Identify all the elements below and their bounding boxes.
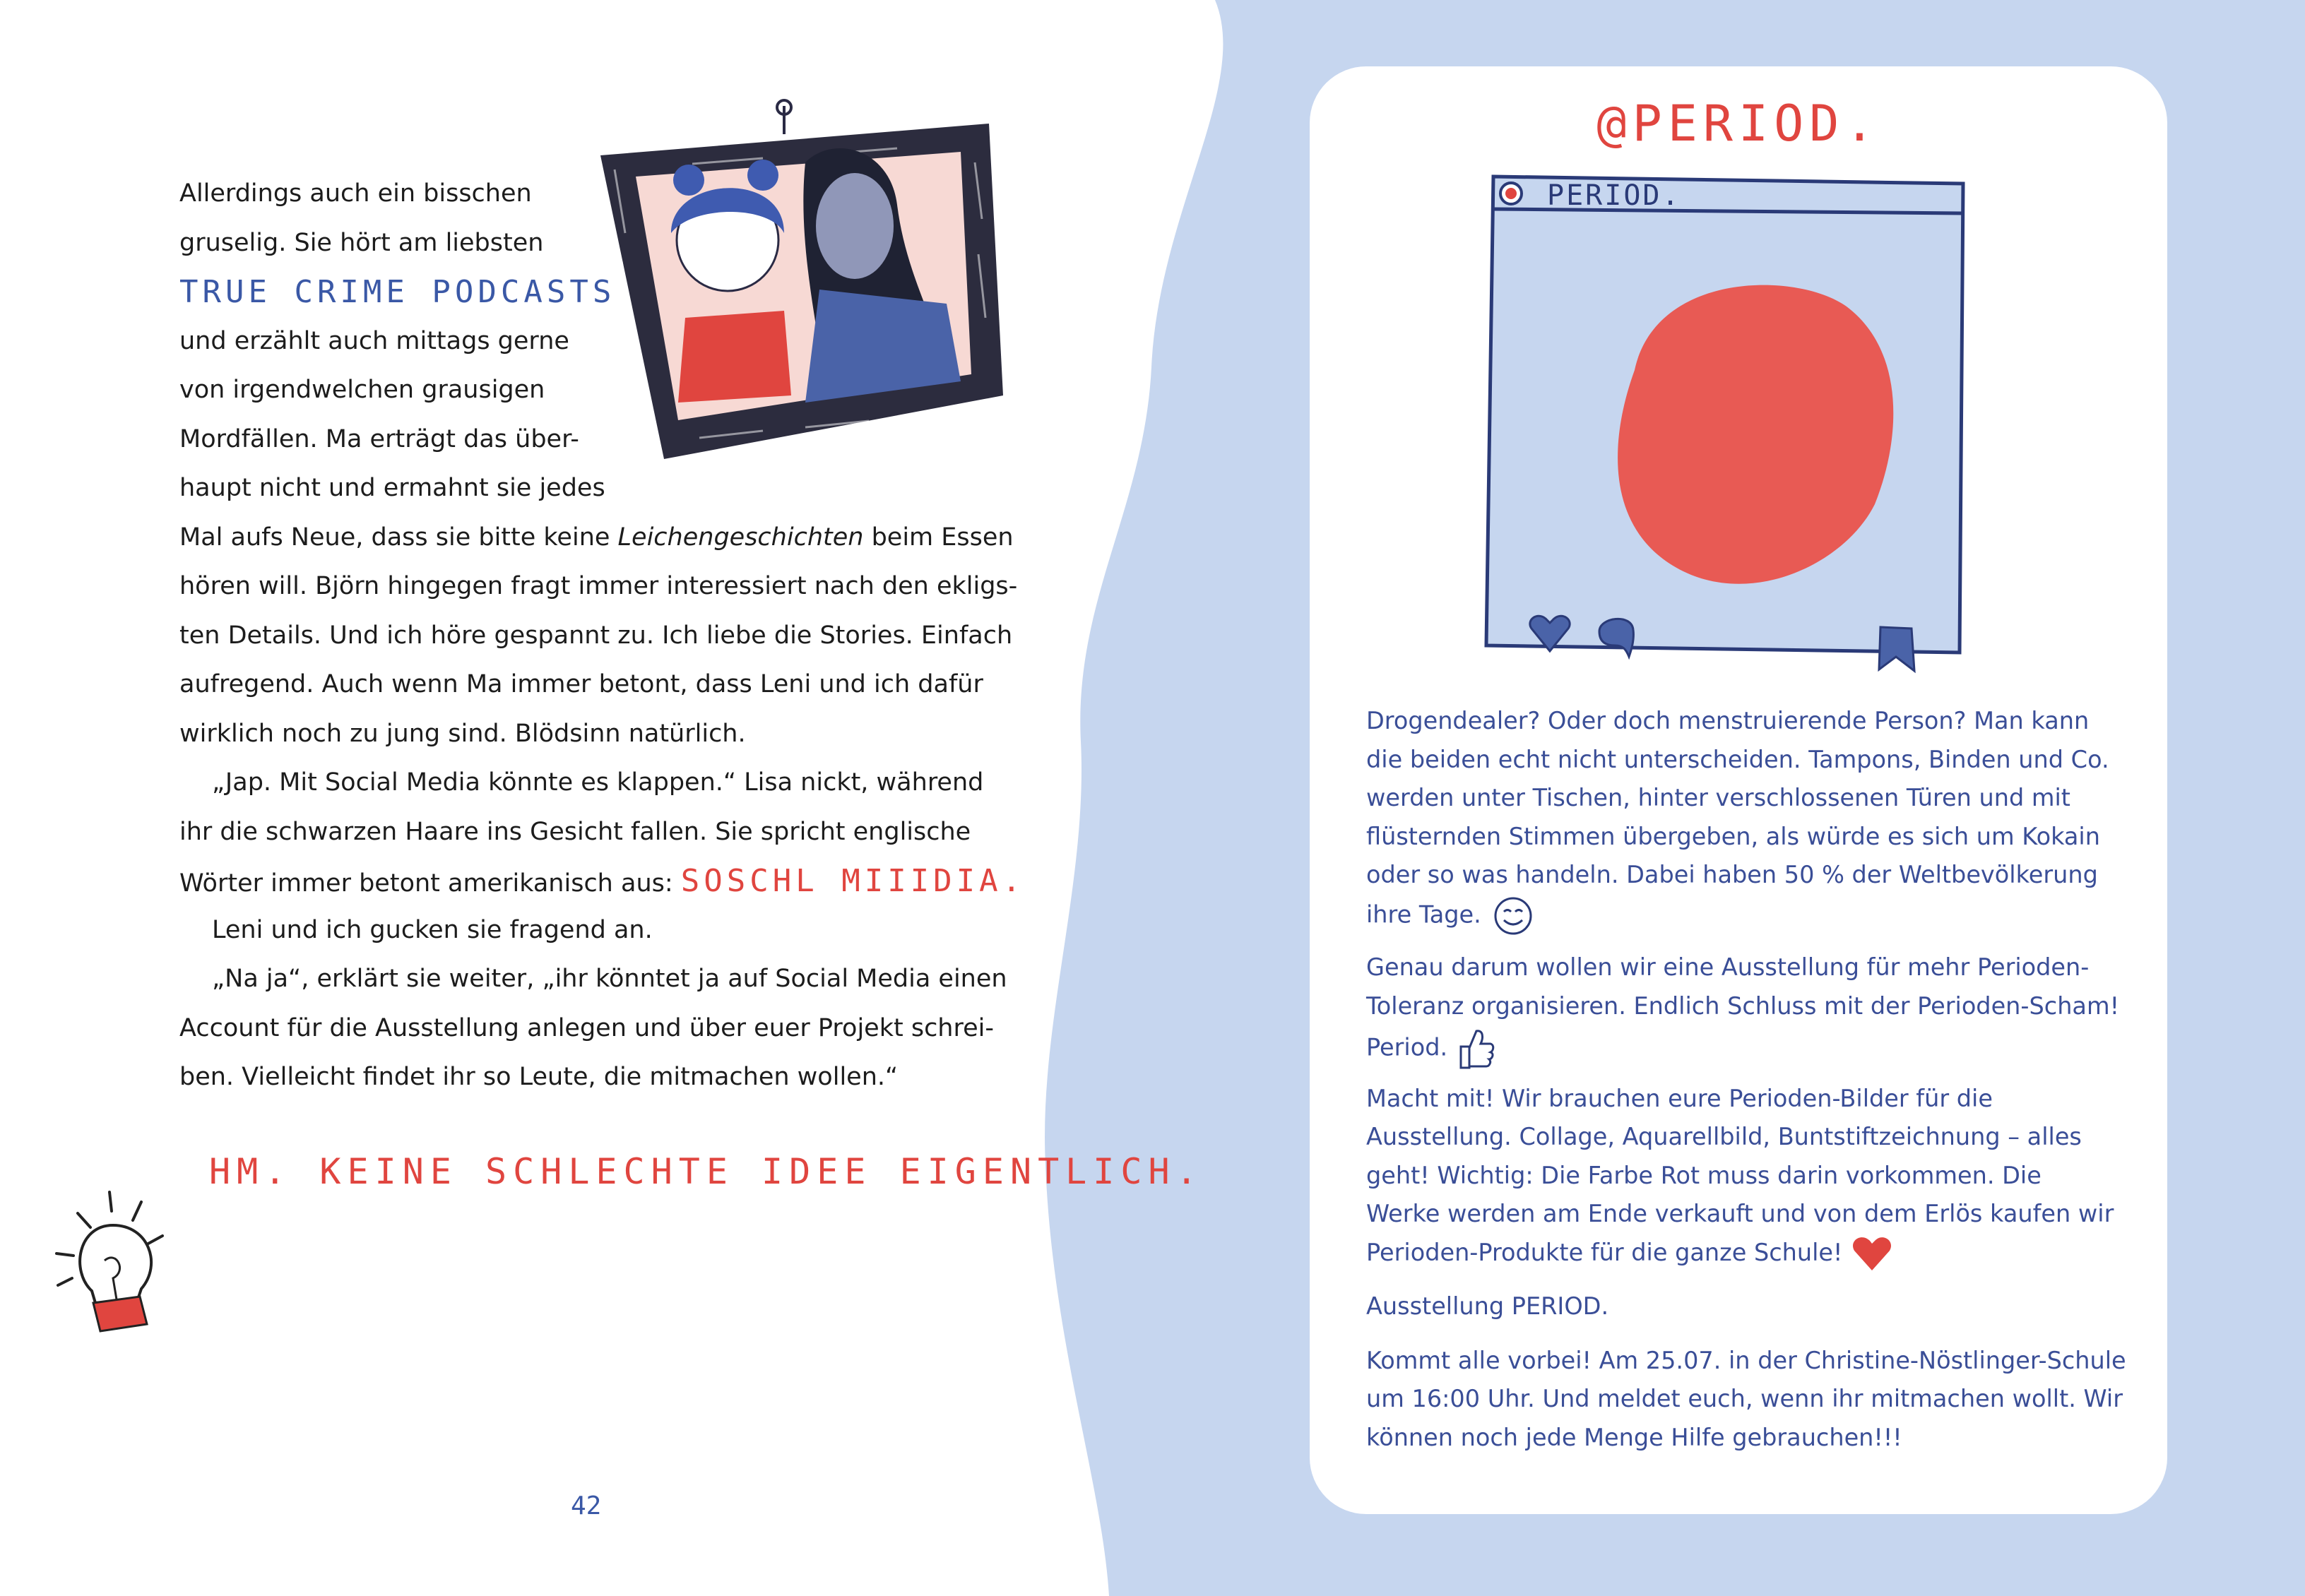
italic-word: Leichengeschichten (617, 523, 864, 552)
text-line: von irgendwelchen grausigen (179, 376, 545, 404)
text-segment: beim Essen (863, 523, 1014, 552)
text-line: ihr die schwarzen Haare ins Gesicht fallen. Sie spricht englische (179, 817, 971, 846)
comment-icon[interactable] (1595, 610, 1637, 660)
text-line: „Na ja“, erklärt sie weiter, „ihr könntet ja auf Social Media einen (212, 965, 1007, 993)
text-line: um 16:00 Uhr. Und meldet euch, wenn ihr mitmachen wollt. Wir (1366, 1385, 2123, 1412)
text-line: ten Details. Und ich höre gespannt zu. Ich liebe die Stories. Einfach (179, 621, 1013, 650)
text-line: hören will. Björn hingegen fragt immer interessiert nach den ekligs- (179, 572, 1018, 600)
text-segment: Perioden-Produkte für die ganze Schule! (1366, 1238, 1843, 1266)
text-line (1366, 895, 2129, 934)
text-line: Drogendealer? Oder doch menstruierende Person? Man kann (1366, 707, 2090, 734)
text-line (179, 857, 1026, 906)
text-segment: Period. (1366, 1033, 1448, 1061)
text-line (1366, 1234, 2129, 1273)
text-line: und erzählt auch mittags gerne (179, 326, 569, 355)
text-line: wirklich noch zu jung sind. Blödsinn natürlich. (179, 719, 746, 748)
text-line: Macht mit! Wir brauchen eure Perioden-Bilder für die (1366, 1084, 1993, 1112)
heart-icon (1850, 1234, 1894, 1273)
paragraph (1366, 1287, 2129, 1326)
text-line (1366, 1025, 2129, 1064)
paragraph (1366, 1080, 2129, 1273)
handwritten-true-crime: TRUE CRIME PODCASTS (179, 274, 616, 310)
text-line: Werke werden am Ende verkauft und von dem Erlös kaufen wir (1366, 1200, 2114, 1227)
text-line: die beiden echt nicht unterscheiden. Tampons, Binden und Co. (1366, 745, 2109, 773)
idea-handwritten: HM. KEINE SCHLECHTE IDEE EIGENTLICH. (209, 1151, 1204, 1192)
handwritten-social-media: SOSCHL MIIIDIA. (680, 863, 1026, 899)
text-line: oder so was handeln. Dabei haben 50 % der Weltbevölkerung (1366, 861, 2098, 888)
text-line: Account für die Ausstellung anlegen und über euer Projekt schrei- (179, 1013, 995, 1042)
text-line: Toleranz organisieren. Endlich Schluss mit der Perioden-Scham! (1366, 991, 2120, 1020)
thumbs-up-icon (1455, 1025, 1498, 1072)
text-line: flüsternden Stimmen übergeben, als würde es sich um Kokain (1366, 822, 2100, 850)
text-line: aufregend. Auch wenn Ma immer betont, dass Leni und ich dafür (179, 670, 983, 698)
text-line: Mordfällen. Ma erträgt das über- (179, 424, 579, 453)
text-line: können noch jede Menge Hilfe gebrauchen!!! (1366, 1423, 1902, 1451)
text-line: Kommt alle vorbei! Am 25.07. in der Christine-Nöstlinger-Schule (1366, 1346, 2126, 1374)
text-line: Genau darum wollen wir eine Ausstellung für mehr Perioden- (1366, 953, 2090, 981)
heart-icon[interactable] (1527, 610, 1572, 655)
text-line: geht! Wichtig: Die Farbe Rot muss darin vorkommen. Die (1366, 1161, 2042, 1189)
text-segment: ihre Tage. (1366, 900, 1481, 928)
text-line: „Jap. Mit Social Media könnte es klappen.“ Lisa nickt, während (212, 768, 984, 797)
text-line: Leni und ich gucken sie fragend an. (212, 915, 653, 944)
text-line: Ausstellung. Collage, Aquarellbild, Buntstiftzeichnung – alles (1366, 1123, 2082, 1150)
text-line (179, 513, 1014, 563)
text-line: gruselig. Sie hört am liebsten (179, 228, 544, 257)
card-title: @PERIOD. (1596, 95, 1880, 153)
text-segment: Wörter immer betont amerikanisch aus: (179, 869, 681, 898)
text-line: ben. Vielleicht findet ihr so Leute, die mitmachen wollen.“ (179, 1063, 899, 1091)
paragraph (1366, 1342, 2129, 1458)
social-post-card (1310, 66, 2167, 1514)
text-line: haupt nicht und ermahnt sie jedes (179, 474, 605, 502)
text-line: Ausstellung PERIOD. (1366, 1292, 1609, 1320)
picture-frame-icon (593, 92, 1003, 466)
bookmark-icon[interactable] (1875, 624, 1917, 674)
paragraph (1366, 948, 2129, 1064)
paragraph (1366, 702, 2129, 933)
text-segment: Mal aufs Neue, dass sie bitte keine (179, 523, 618, 552)
smiley-icon (1488, 895, 1538, 937)
lightbulb-icon (49, 1172, 177, 1335)
post-text (1366, 702, 2129, 1472)
text-line: werden unter Tischen, hinter verschlossenen Türen und mit (1366, 784, 2070, 811)
post-label: PERIOD. (1547, 179, 1681, 212)
page-number: 42 (571, 1491, 602, 1520)
text-line: Allerdings auch ein bisschen (179, 179, 532, 208)
